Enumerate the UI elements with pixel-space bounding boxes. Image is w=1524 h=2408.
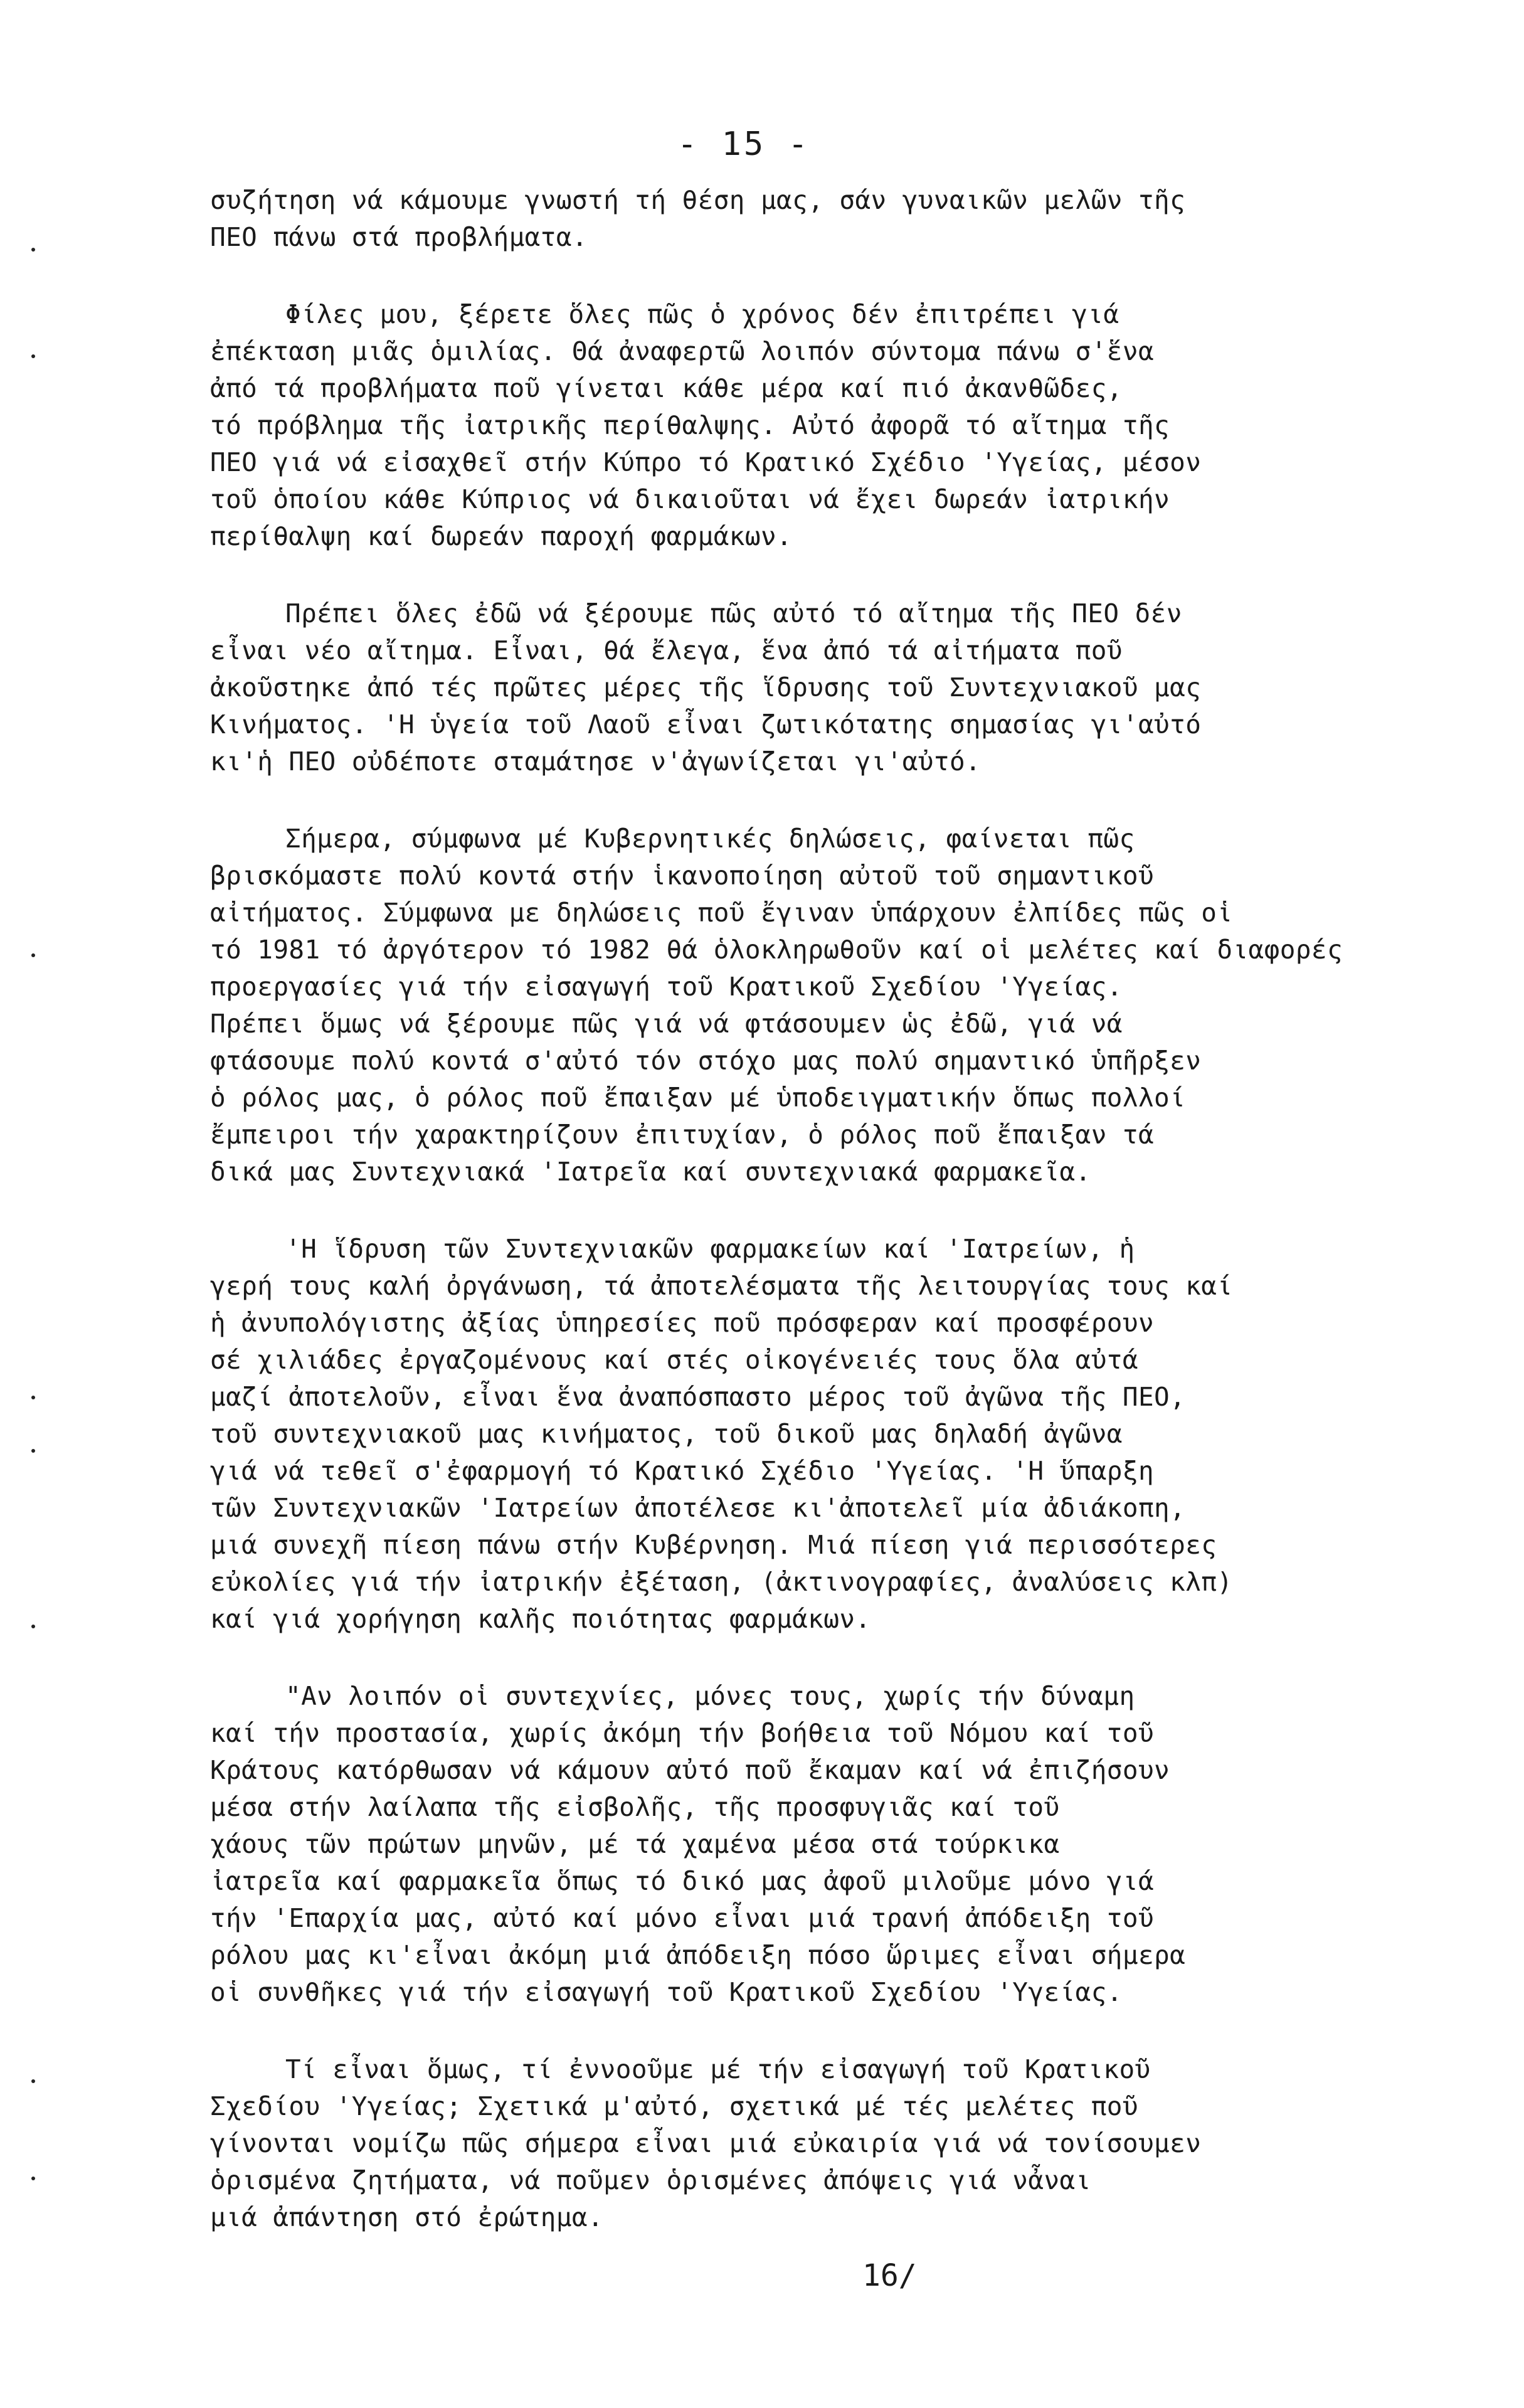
paragraph (210, 296, 1439, 555)
page-number: - 15 - (677, 125, 810, 163)
text-line: ΠΕΟ πάνω στά προβλήματα. (210, 222, 588, 252)
margin-dot (31, 354, 35, 358)
text-line: καί τήν προστασία, χωρίς ἀκόμη τήν βοήθεια τοῦ Νόμου καί τοῦ (210, 1718, 1155, 1748)
text-line: δικά μας Συντεχνιακά 'Ιατρεῖα καί συντεχνιακά φαρμακεῖα. (210, 1157, 1091, 1187)
text-line: ἡ ἀνυπολόγιστης ἀξίας ὑπηρεσίες ποῦ πρόσφεραν καί προσφέρουν (210, 1308, 1155, 1338)
text-line: τό πρόβλημα τῆς ἰατρικῆς περίθαλψης. Αὐτό ἀφορᾶ τό αἴτημα τῆς (210, 410, 1170, 440)
paragraph (210, 1231, 1439, 1638)
text-line: ὁ ρόλος μας, ὁ ρόλος ποῦ ἔπαιξαν μέ ὑποδειγματικήν ὅπως πολλοί (210, 1083, 1186, 1113)
text-line: αἰτήματος. Σύμφωνα με δηλώσεις ποῦ ἔγιναν ὑπάρχουν ἐλπίδες πῶς οἱ (210, 898, 1233, 928)
text-line: Σχεδίου 'Υγείας; Σχετικά μ'αὐτό, σχετικά μέ τές μελέτες ποῦ (210, 2091, 1138, 2121)
text-line: γίνονται νομίζω πῶς σήμερα εἶναι μιά εὐκαιρία γιά νά τονίσουμεν (210, 2128, 1202, 2158)
text-line: 'Η ἵδρυση τῶν Συντεχνιακῶν φαρμακείων καί 'Ιατρείων, ἡ (285, 1234, 1135, 1264)
paragraph (210, 820, 1439, 1191)
margin-dot (31, 1449, 35, 1453)
continuation-page-marker: 16/ (862, 2258, 917, 2293)
text-line: Πρέπει ὅμως νά ξέρουμε πῶς γιά νά φτάσουμεν ὡς ἐδῶ, γιά νά (210, 1009, 1123, 1039)
margin-dot (31, 953, 35, 957)
text-line: Κινήματος. 'Η ὑγεία τοῦ Λαοῦ εἶναι ζωτικότατης σημασίας γι'αὐτό (210, 709, 1202, 740)
text-line: τοῦ ὁποίου κάθε Κύπριος νά δικαιοῦται νά ἔχει δωρεάν ἰατρικήν (210, 484, 1170, 514)
text-line: μαζί ἀποτελοῦν, εἶναι ἕνα ἀναπόσπαστο μέρος τοῦ ἀγῶνα τῆς ΠΕΟ, (210, 1382, 1186, 1412)
text-line: Πρέπει ὅλες ἐδῶ νά ξέρουμε πῶς αὐτό τό αἴτημα τῆς ΠΕΟ δέν (285, 598, 1182, 629)
text-line: ἰατρεῖα καί φαρμακεῖα ὅπως τό δικό μας ἀφοῦ μιλοῦμε μόνο γιά (210, 1866, 1155, 1896)
text-line: τοῦ συντεχνιακοῦ μας κινήματος, τοῦ δικοῦ μας δηλαδή ἀγῶνα (210, 1419, 1123, 1449)
text-line: φτάσουμε πολύ κοντά σ'αὐτό τόν στόχο μας πολύ σημαντικό ὑπῆρξεν (210, 1046, 1202, 1076)
text-line: μέσα στήν λαίλαπα τῆς εἰσβολῆς, τῆς προσφυγιᾶς καί τοῦ (210, 1792, 1060, 1822)
paragraph (210, 2051, 1439, 2236)
margin-dot (31, 1396, 35, 1399)
text-line: βρισκόμαστε πολύ κοντά στήν ἱκανοποίηση αὐτοῦ τοῦ σημαντικοῦ (210, 861, 1155, 891)
text-line: ἔμπειροι τήν χαρακτηρίζουν ἐπιτυχίαν, ὁ ρόλος ποῦ ἔπαιξαν τά (210, 1120, 1155, 1150)
text-line: μιά συνεχῆ πίεση πάνω στήν Κυβέρνηση. Μιά πίεση γιά περισσότερες (210, 1530, 1217, 1560)
text-line: γιά νά τεθεῖ σ'ἐφαρμογή τό Κρατικό Σχέδιο 'Υγείας. 'Η ὕπαρξη (210, 1456, 1155, 1486)
text-line: "Αν λοιπόν οἱ συντεχνίες, μόνες τους, χωρίς τήν δύναμη (285, 1681, 1135, 1711)
text-line: περίθαλψη καί δωρεάν παροχή φαρμάκων. (210, 521, 793, 551)
paragraph (210, 1678, 1439, 2011)
text-line: ΠΕΟ γιά νά εἰσαχθεῖ στήν Κύπρο τό Κρατικό Σχέδιο 'Υγείας, μέσον (210, 447, 1202, 477)
text-line: τήν 'Επαρχία μας, αὐτό καί μόνο εἶναι μιά τρανή ἀπόδειξη τοῦ (210, 1903, 1155, 1933)
paragraph (210, 595, 1439, 780)
margin-dot (31, 2079, 35, 2083)
text-line: οἱ συνθῆκες γιά τήν εἰσαγωγή τοῦ Κρατικοῦ Σχεδίου 'Υγείας. (210, 1977, 1123, 2007)
text-line: τῶν Συντεχνιακῶν 'Ιατρείων ἀποτέλεσε κι'ἀποτελεῖ μία ἀδιάκοπη, (210, 1493, 1186, 1523)
text-line: ἀπό τά προβλήματα ποῦ γίνεται κάθε μέρα καί πιό ἀκανθῶδες, (210, 373, 1123, 403)
text-line: σέ χιλιάδες ἐργαζομένους καί στές οἰκογένειές τους ὅλα αὐτά (210, 1345, 1138, 1375)
margin-dot (31, 248, 35, 252)
text-line: προεργασίες γιά τήν εἰσαγωγή τοῦ Κρατικοῦ Σχεδίου 'Υγείας. (210, 972, 1123, 1002)
text-line: εἶναι νέο αἴτημα. Εἶναι, θά ἔλεγα, ἕνα ἀπό τά αἰτήματα ποῦ (210, 635, 1123, 666)
paragraph (210, 182, 1439, 256)
margin-dot (31, 1625, 35, 1628)
text-line: Φίλες μου, ξέρετε ὅλες πῶς ὁ χρόνος δέν ἐπιτρέπει γιά (285, 299, 1119, 329)
text-line: καί γιά χορήγηση καλῆς ποιότητας φαρμάκων. (210, 1604, 871, 1634)
text-line: Σήμερα, σύμφωνα μέ Κυβερνητικές δηλώσεις, φαίνεται πῶς (285, 824, 1135, 854)
text-line: ἐπέκταση μιᾶς ὁμιλίας. Θά ἀναφερτῶ λοιπόν σύντομα πάνω σ'ἕνα (210, 336, 1155, 366)
text-line: τό 1981 τό ἀργότερον τό 1982 θά ὁλοκληρωθοῦν καί οἱ μελέτες καί διαφορές (210, 935, 1343, 965)
text-line: συζήτηση νά κάμουμε γνωστή τή θέση μας, σάν γυναικῶν μελῶν τῆς (210, 185, 1186, 215)
text-line: ἀκοῦστηκε ἀπό τές πρῶτες μέρες τῆς ἵδρυσης τοῦ Συντεχνιακοῦ μας (210, 672, 1202, 703)
text-line: χάους τῶν πρώτων μηνῶν, μέ τά χαμένα μέσα στά τούρκικα (210, 1829, 1060, 1859)
text-line: μιά ἀπάντηση στό ἐρώτημα. (210, 2202, 604, 2232)
text-line: γερή τους καλή ὀργάνωση, τά ἀποτελέσματα τῆς λειτουργίας τους καί (210, 1271, 1233, 1301)
text-line: ὁρισμένα ζητήματα, νά ποῦμεν ὁρισμένες ἀπόψεις γιά νἆναι (210, 2165, 1091, 2195)
text-line: Κράτους κατόρθωσαν νά κάμουν αὐτό ποῦ ἔκαμαν καί νά ἐπιζήσουν (210, 1755, 1170, 1785)
text-line: εὐκολίες γιά τήν ἰατρικήν ἐξέταση, (ἀκτινογραφίες, ἀναλύσεις κλπ) (210, 1567, 1233, 1597)
document-body (210, 182, 1439, 2276)
text-line: ρόλου μας κι'εἶναι ἀκόμη μιά ἀπόδειξη πόσο ὥριμες εἶναι σήμερα (210, 1940, 1186, 1970)
margin-dot (31, 2177, 35, 2180)
text-line: Τί εἶναι ὅμως, τί ἐννοοῦμε μέ τήν εἰσαγωγή τοῦ Κρατικοῦ (285, 2054, 1151, 2084)
text-line: κι'ἡ ΠΕΟ οὐδέποτε σταμάτησε ν'ἀγωνίζεται γι'αὐτό. (210, 746, 982, 777)
